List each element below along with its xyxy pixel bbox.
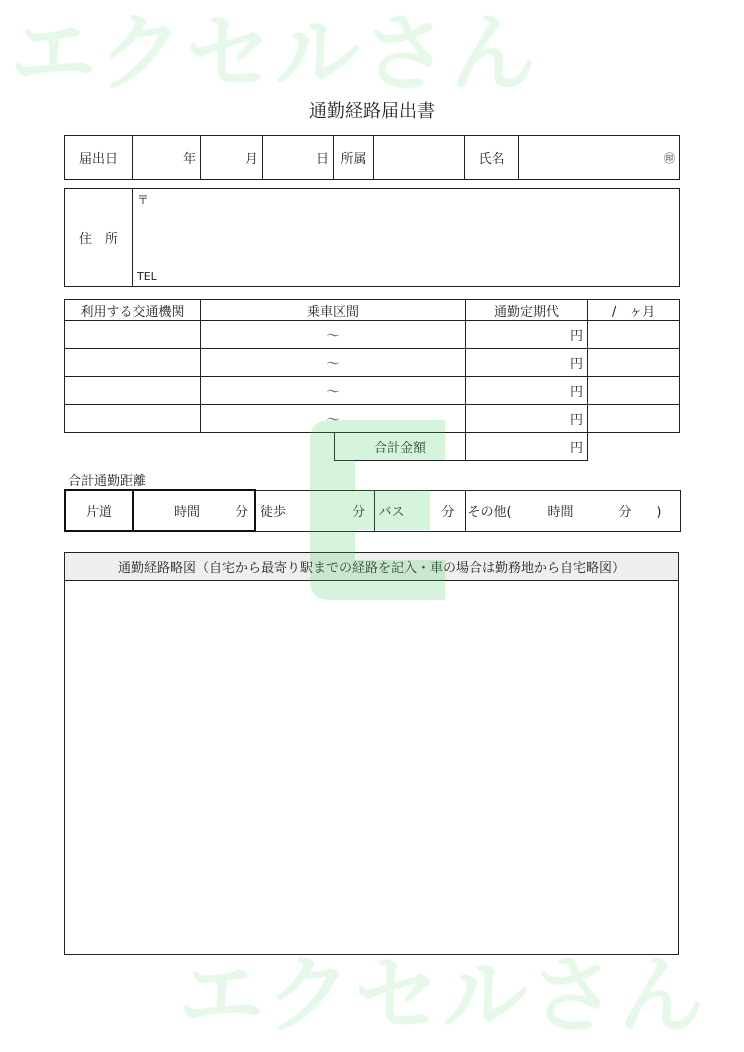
oneway-label: 片道: [65, 490, 133, 531]
fee-input[interactable]: [466, 405, 588, 433]
transport-input[interactable]: [65, 349, 201, 377]
pass-fee-header: 通勤定期代: [466, 300, 588, 321]
bus-minutes-unit: 分: [441, 505, 455, 520]
transport-input[interactable]: [65, 405, 201, 433]
watermark-top: エクセルさん: [10, 4, 538, 104]
walk-field[interactable]: [255, 490, 374, 531]
yen-unit: 円: [570, 413, 584, 428]
date-label: 届出日: [65, 136, 133, 180]
total-label: 合計金額: [335, 433, 466, 461]
header-table: [64, 135, 680, 180]
affiliation-label: 所属: [334, 136, 374, 180]
yen-unit: 円: [570, 357, 584, 372]
day-unit: 日: [315, 152, 329, 167]
fee-input[interactable]: [466, 321, 588, 349]
months-header: / ヶ月: [588, 300, 680, 321]
year-field[interactable]: [133, 136, 201, 180]
transport-row: [65, 377, 680, 405]
tilde: ～: [326, 385, 340, 400]
transport-input[interactable]: [65, 321, 201, 349]
tilde: ～: [326, 329, 340, 344]
fee-input[interactable]: [466, 349, 588, 377]
other-minutes-unit: 分: [618, 505, 632, 520]
transport-header: 利用する交通機関: [65, 300, 201, 321]
section-input[interactable]: [201, 377, 466, 405]
address-field[interactable]: [133, 189, 680, 287]
transport-row: [65, 349, 680, 377]
total-yen-unit: 円: [570, 441, 584, 456]
tel-mark: TEL: [137, 270, 157, 283]
section-header: 乗車区間: [201, 300, 466, 321]
transport-row: [65, 405, 680, 433]
bus-field[interactable]: [374, 490, 465, 531]
tilde: ～: [326, 413, 340, 428]
hours-unit: 時間: [173, 505, 200, 520]
postal-mark: 〒: [137, 193, 150, 207]
route-map-area[interactable]: [65, 581, 679, 955]
bus-label: バス: [378, 505, 405, 520]
other-label: その他(: [467, 505, 512, 520]
months-input[interactable]: [588, 349, 680, 377]
month-field[interactable]: [201, 136, 263, 180]
affiliation-field[interactable]: [374, 136, 465, 180]
month-unit: 月: [244, 152, 258, 167]
page-title: 通勤経路届出書: [309, 101, 435, 122]
minutes-unit: 分: [234, 505, 248, 520]
name-field[interactable]: [519, 136, 680, 180]
route-map-header: 通勤経路略図（自宅から最寄り駅までの経路を記入・車の場合は勤務地から自宅略図）: [65, 553, 679, 581]
transport-row: [65, 321, 680, 349]
section-input[interactable]: [201, 405, 466, 433]
route-map-table: [64, 552, 679, 955]
oneway-time-field[interactable]: [133, 490, 255, 531]
walk-minutes-unit: 分: [351, 505, 365, 520]
address-label: 住 所: [65, 189, 133, 287]
section-input[interactable]: [201, 321, 466, 349]
seal-icon: ㊞: [664, 151, 675, 165]
day-field[interactable]: [263, 136, 334, 180]
section-input[interactable]: [201, 349, 466, 377]
transport-table: [64, 299, 680, 461]
months-input[interactable]: [588, 377, 680, 405]
other-hours-unit: 時間: [547, 505, 574, 520]
other-field[interactable]: [465, 490, 680, 531]
months-input[interactable]: [588, 405, 680, 433]
total-fee-field[interactable]: [466, 433, 588, 461]
watermark-bottom: エクセルさん: [178, 946, 706, 1046]
tilde: ～: [326, 357, 340, 372]
walk-label: 徒歩: [260, 505, 287, 520]
address-table: [64, 188, 680, 287]
close-paren: ): [656, 505, 662, 520]
distance-table: [64, 489, 681, 532]
name-label: 氏名: [465, 136, 519, 180]
yen-unit: 円: [570, 385, 584, 400]
yen-unit: 円: [570, 329, 584, 344]
distance-section-label: 合計通勤距離: [68, 474, 147, 489]
year-unit: 年: [182, 152, 196, 167]
fee-input[interactable]: [466, 377, 588, 405]
months-input[interactable]: [588, 321, 680, 349]
transport-input[interactable]: [65, 377, 201, 405]
